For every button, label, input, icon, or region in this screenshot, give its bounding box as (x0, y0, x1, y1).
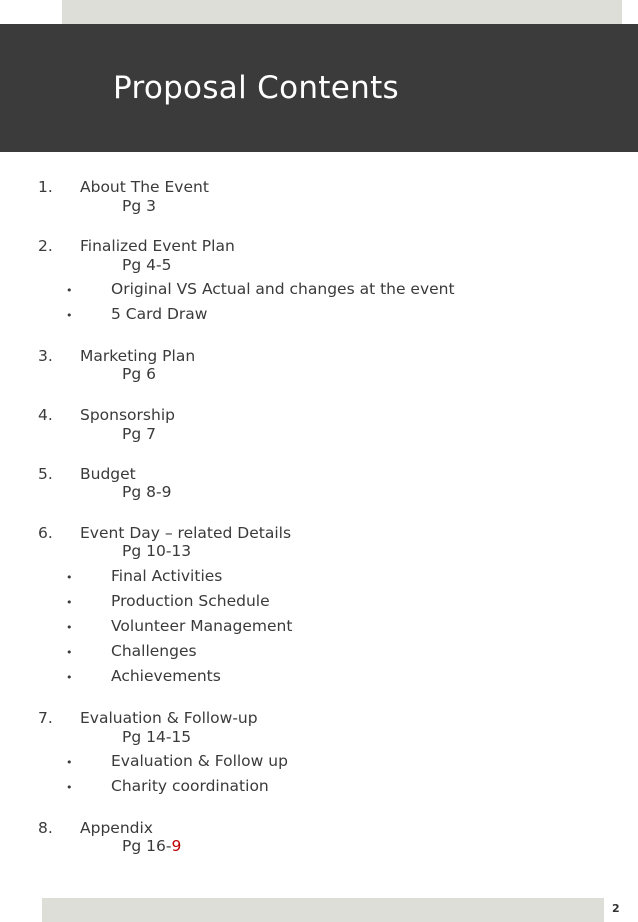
section-pages: Pg 10-13 (122, 542, 192, 560)
section-title: Sponsorship (80, 406, 175, 424)
section-number: 5. (38, 465, 53, 483)
section-pages: Pg 4-5 (122, 256, 172, 274)
section-pages: Pg 14-15 (122, 728, 192, 746)
bullet-icon: • (66, 284, 73, 297)
bullet-icon: • (66, 646, 73, 659)
page-title: Proposal Contents (113, 70, 399, 106)
subsection-item: Achievements (111, 667, 221, 685)
section-number: 8. (38, 819, 53, 837)
section-number: 4. (38, 406, 53, 424)
section-number: 1. (38, 178, 53, 196)
section-pages-prefix: Pg 16- (122, 837, 172, 855)
section-title: Finalized Event Plan (80, 237, 235, 255)
subsection-item: Challenges (111, 642, 197, 660)
bullet-icon: • (66, 309, 73, 322)
bullet-icon: • (66, 621, 73, 634)
subsection-item: 5 Card Draw (111, 305, 208, 323)
section-pages-highlight: 9 (171, 837, 182, 855)
section-title: Budget (80, 465, 136, 483)
section-pages: Pg 6 (122, 365, 156, 383)
section-title: Appendix (80, 819, 153, 837)
section-title: Event Day – related Details (80, 524, 292, 542)
subsection-item: Volunteer Management (111, 617, 293, 635)
subsection-item: Charity coordination (111, 777, 269, 795)
section-pages: Pg 8-9 (122, 483, 172, 501)
bullet-icon: • (66, 596, 73, 609)
section-pages: Pg 3 (122, 197, 156, 215)
bottom-decorative-strip (42, 898, 604, 922)
bullet-icon: • (66, 781, 73, 794)
subsection-item: Evaluation & Follow up (111, 752, 288, 770)
section-number: 6. (38, 524, 53, 542)
subsection-item: Original VS Actual and changes at the event (111, 280, 455, 298)
section-title: Marketing Plan (80, 347, 196, 365)
bullet-icon: • (66, 756, 73, 769)
section-title: About The Event (80, 178, 209, 196)
section-pages: Pg 7 (122, 425, 156, 443)
section-title: Evaluation & Follow-up (80, 709, 258, 727)
section-number: 3. (38, 347, 53, 365)
section-number: 7. (38, 709, 53, 727)
bullet-icon: • (66, 671, 73, 684)
section-pages (122, 836, 181, 856)
subsection-item: Production Schedule (111, 592, 270, 610)
page-number: 2 (612, 902, 620, 915)
bullet-icon: • (66, 571, 73, 584)
subsection-item: Final Activities (111, 567, 223, 585)
section-number: 2. (38, 237, 53, 255)
